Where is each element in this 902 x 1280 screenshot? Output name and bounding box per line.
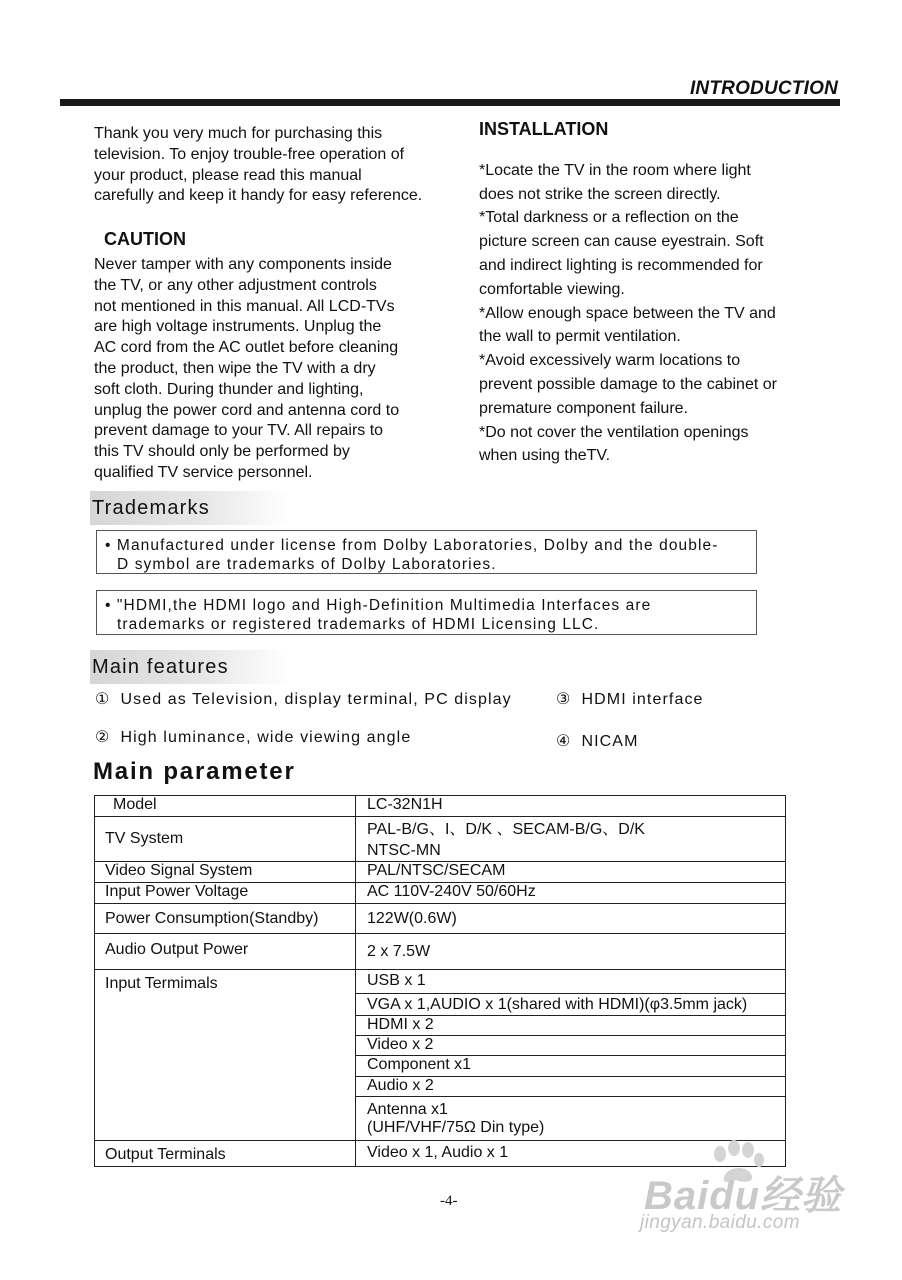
param-label: Input Termimals bbox=[95, 970, 356, 1141]
intro-paragraph bbox=[94, 124, 454, 207]
trademark-box-hdmi bbox=[96, 590, 757, 635]
trademark-text: trademarks or registered trademarks of HDMI Licensing LLC. bbox=[117, 616, 600, 633]
table-row bbox=[95, 904, 786, 934]
feature-number: ② bbox=[95, 729, 111, 746]
installation-line: *Avoid excessively warm locations to bbox=[479, 352, 741, 370]
table-row bbox=[95, 862, 786, 883]
param-label: Video Signal System bbox=[95, 862, 356, 883]
installation-line: and indirect lighting is recommended for bbox=[479, 256, 763, 274]
intro-line: Thank you very much for purchasing this bbox=[94, 125, 383, 142]
installation-paragraph bbox=[479, 159, 839, 468]
param-value bbox=[356, 817, 786, 862]
trademark-text: • "HDMI,the HDMI logo and High-Definition Multimedia Interfaces are bbox=[105, 597, 652, 614]
table-row bbox=[95, 883, 786, 904]
trademark-text: D symbol are trademarks of Dolby Laboratories. bbox=[117, 556, 497, 573]
param-value: HDMI x 2 bbox=[356, 1016, 786, 1036]
trademark-text: • Manufactured under license from Dolby Laboratories, Dolby and the double- bbox=[105, 537, 719, 554]
watermark-url: jingyan.baidu.com bbox=[640, 1212, 800, 1233]
param-value: 122W(0.6W) bbox=[356, 904, 786, 934]
feature-item bbox=[556, 731, 639, 751]
installation-line: prevent possible damage to the cabinet or bbox=[479, 375, 777, 393]
caution-heading: CAUTION bbox=[104, 229, 186, 250]
caution-line: unplug the power cord and antenna cord to bbox=[94, 401, 400, 419]
installation-line: picture screen can cause eyestrain. Soft bbox=[479, 233, 764, 251]
caution-line: are high voltage instruments. Unplug the bbox=[94, 318, 382, 336]
param-label: Output Terminals bbox=[95, 1141, 356, 1167]
param-value-line: PAL-B/G、I、D/K 、SECAM-B/G、D/K bbox=[367, 821, 645, 838]
installation-line: comfortable viewing. bbox=[479, 280, 625, 298]
param-label: Input Power Voltage bbox=[95, 883, 356, 904]
page-number: -4- bbox=[440, 1193, 458, 1209]
param-value: VGA x 1,AUDIO x 1(shared with HDMI)(φ3.5mm jack) bbox=[356, 994, 786, 1016]
param-label: TV System bbox=[95, 817, 356, 862]
table-row bbox=[95, 934, 786, 970]
param-value: Audio x 2 bbox=[356, 1077, 786, 1097]
param-value: AC 110V-240V 50/60Hz bbox=[356, 883, 786, 904]
param-value-line: (UHF/VHF/75Ω Din type) bbox=[367, 1119, 545, 1136]
caution-line: soft cloth. During thunder and lighting, bbox=[94, 380, 364, 398]
installation-line: *Locate the TV in the room where light bbox=[479, 161, 751, 179]
param-value-line: NTSC-MN bbox=[367, 842, 441, 859]
feature-number: ③ bbox=[556, 691, 572, 708]
left-column bbox=[94, 124, 454, 484]
parameter-table bbox=[94, 795, 786, 1167]
table-row bbox=[95, 970, 786, 994]
param-label: Audio Output Power bbox=[95, 934, 356, 970]
installation-heading: INSTALLATION bbox=[479, 119, 609, 139]
feature-item bbox=[95, 727, 411, 747]
watermark-logo: Baidu经验 bbox=[644, 1174, 843, 1218]
installation-line: when using theTV. bbox=[479, 447, 611, 465]
caution-line: qualified TV service personnel. bbox=[94, 463, 313, 481]
feature-number: ④ bbox=[556, 733, 572, 750]
page-section-title: INTRODUCTION bbox=[689, 78, 838, 99]
caution-line: AC cord from the AC outlet before cleaning bbox=[94, 339, 399, 357]
main-parameter-heading: Main parameter bbox=[93, 758, 296, 785]
param-value: LC-32N1H bbox=[356, 796, 786, 817]
feature-number: ① bbox=[95, 691, 111, 708]
param-value: Component x1 bbox=[356, 1056, 786, 1077]
right-column bbox=[479, 118, 839, 468]
header-rule bbox=[60, 99, 840, 106]
param-value: Video x 2 bbox=[356, 1036, 786, 1056]
installation-line: *Allow enough space between the TV and bbox=[479, 304, 776, 322]
feature-text: Used as Television, display terminal, PC display bbox=[120, 691, 512, 708]
param-value: USB x 1 bbox=[356, 970, 786, 994]
param-value bbox=[356, 1097, 786, 1141]
installation-line: premature component failure. bbox=[479, 399, 688, 417]
feature-item bbox=[556, 689, 704, 709]
trademark-box-dolby bbox=[96, 530, 757, 574]
feature-text: NICAM bbox=[581, 733, 639, 750]
feature-text: High luminance, wide viewing angle bbox=[120, 729, 412, 746]
intro-line: television. To enjoy trouble-free operation of bbox=[94, 145, 405, 163]
caution-line: the product, then wipe the TV with a dry bbox=[94, 359, 376, 377]
param-value: PAL/NTSC/SECAM bbox=[356, 862, 786, 883]
table-row bbox=[95, 817, 786, 862]
feature-text: HDMI interface bbox=[581, 691, 704, 708]
main-features-heading: Main features bbox=[90, 650, 290, 684]
param-label: Model bbox=[95, 796, 356, 817]
param-value-line: Antenna x1 bbox=[367, 1101, 448, 1118]
caution-line: not mentioned in this manual. All LCD-TVs bbox=[94, 297, 395, 315]
param-value: Video x 1, Audio x 1 bbox=[356, 1141, 786, 1167]
feature-item bbox=[95, 689, 512, 709]
table-row bbox=[95, 796, 786, 817]
baidu-watermark bbox=[640, 1140, 860, 1250]
param-label: Power Consumption(Standby) bbox=[95, 904, 356, 934]
installation-line: does not strike the screen directly. bbox=[479, 185, 721, 203]
intro-line: your product, please read this manual bbox=[94, 166, 362, 184]
caution-line: Never tamper with any components inside bbox=[94, 255, 392, 273]
param-value: 2 x 7.5W bbox=[356, 934, 786, 970]
caution-line: prevent damage to your TV. All repairs to bbox=[94, 422, 384, 440]
caution-line: this TV should only be performed by bbox=[94, 443, 350, 461]
caution-line: the TV, or any other adjustment controls bbox=[94, 276, 377, 294]
intro-line: carefully and keep it handy for easy reference. bbox=[94, 187, 423, 205]
trademarks-heading: Trademarks bbox=[90, 491, 290, 525]
installation-line: *Total darkness or a reflection on the bbox=[479, 209, 739, 227]
installation-line: *Do not cover the ventilation openings bbox=[479, 423, 749, 441]
installation-line: the wall to permit ventilation. bbox=[479, 328, 681, 346]
caution-paragraph bbox=[94, 255, 454, 484]
